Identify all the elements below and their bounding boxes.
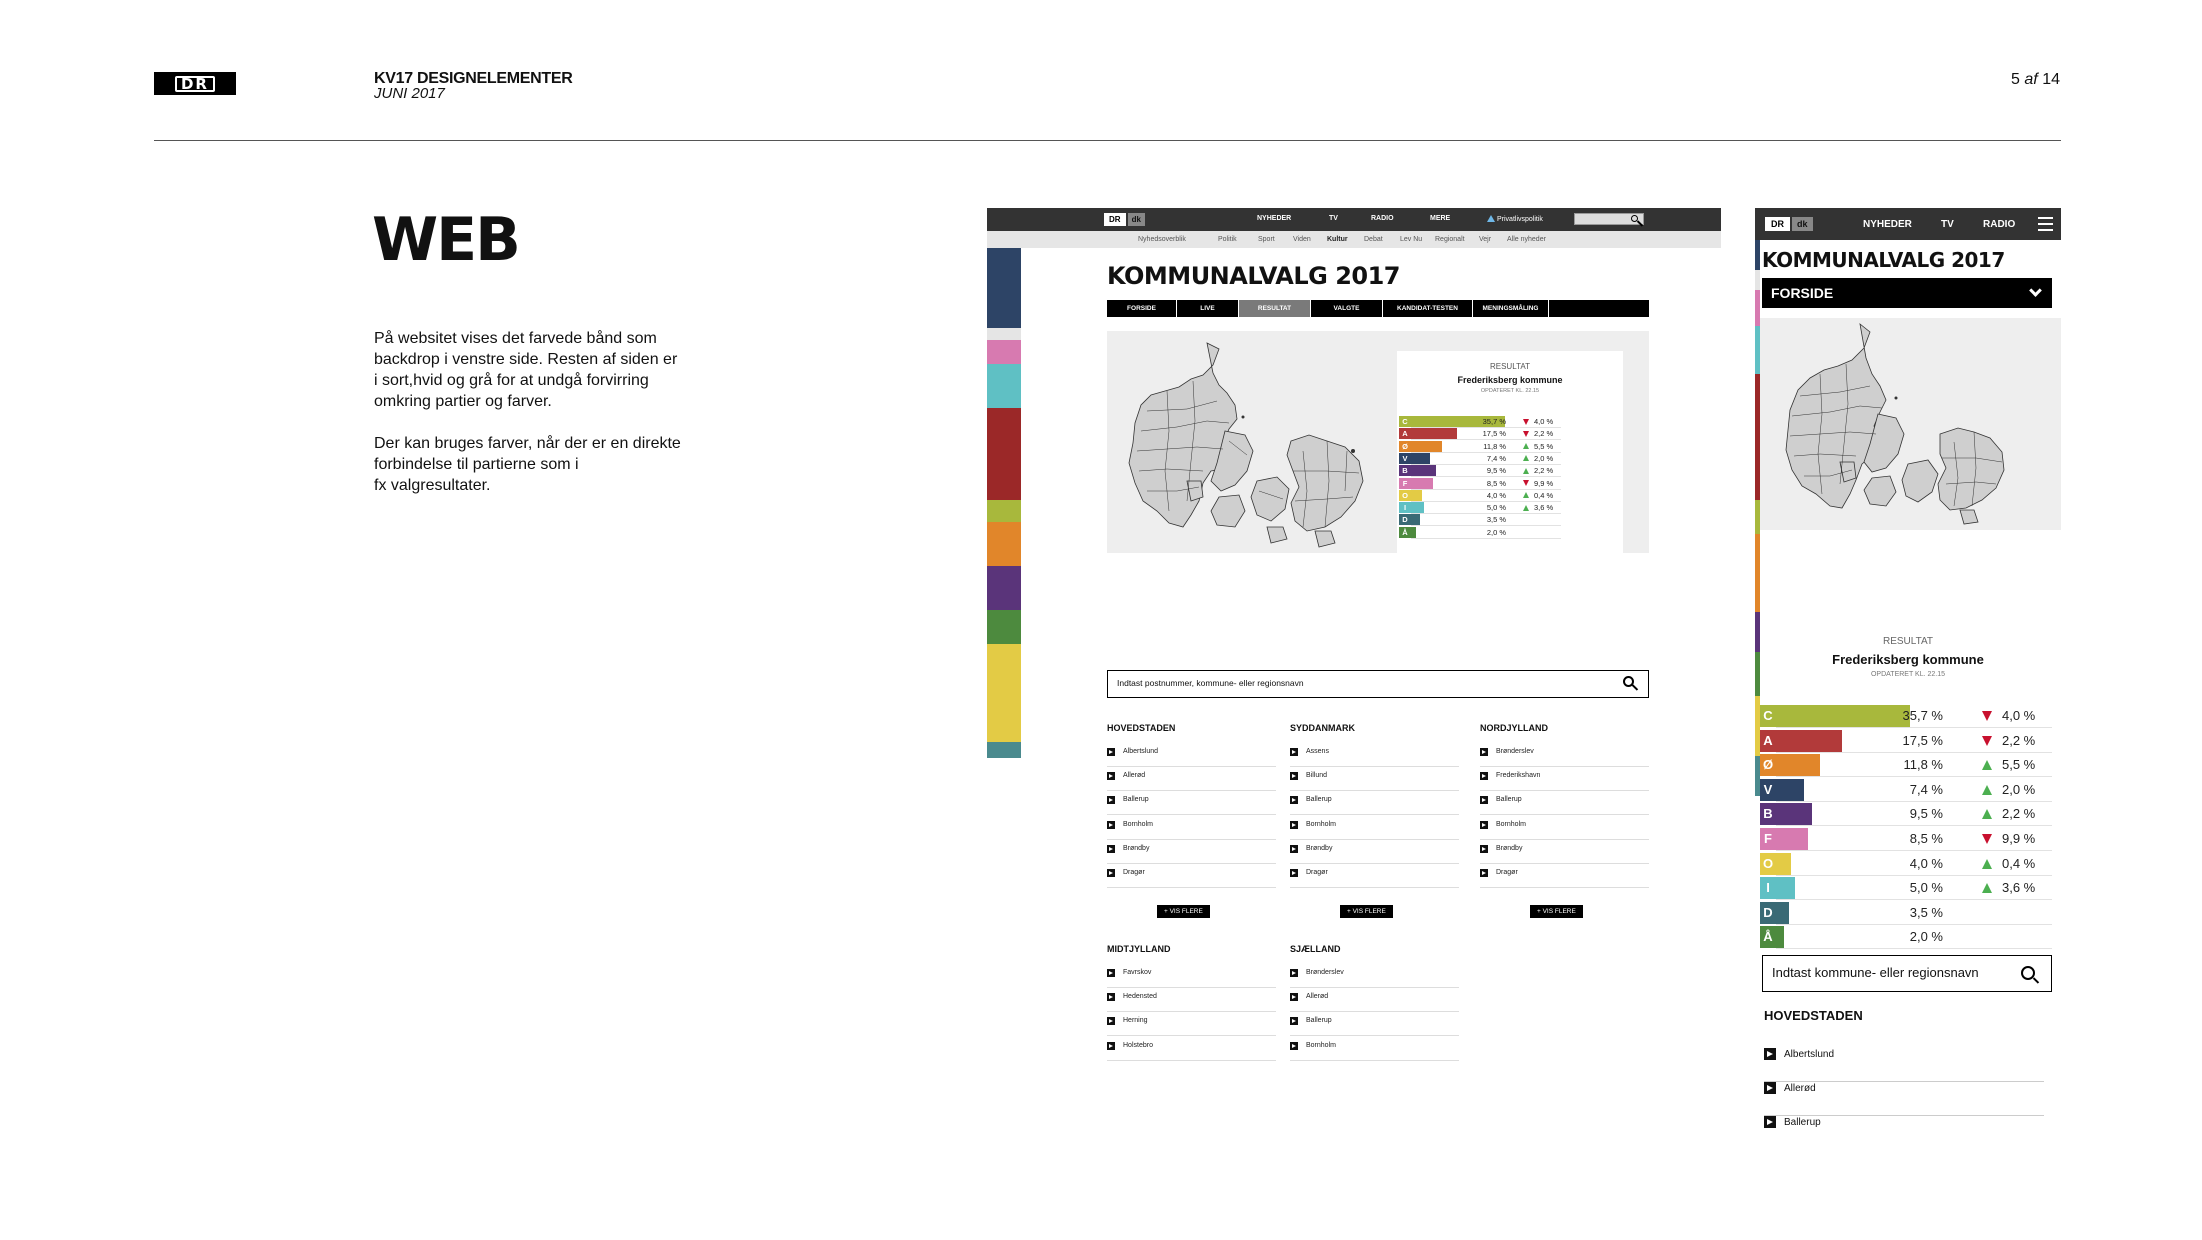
- municipality-item[interactable]: Brøndby: [1480, 842, 1649, 864]
- row-divider: [1776, 899, 2052, 900]
- municipality-item[interactable]: Dragør: [1107, 866, 1276, 888]
- result-bar: [1411, 441, 1442, 452]
- strip-segment: [1755, 240, 1760, 270]
- result-percent: 2,0 %: [1909, 929, 1943, 945]
- arrow-up-icon: [1523, 468, 1529, 474]
- row-divider: [1776, 776, 2052, 777]
- arrow-up-icon: [1523, 443, 1529, 449]
- search-icon: [1631, 215, 1638, 222]
- nav-privacy[interactable]: [1487, 215, 1543, 223]
- region-title: HOVEDSTADEN: [1107, 723, 1176, 733]
- result-percent: 11,8 %: [1483, 441, 1506, 451]
- municipality-item[interactable]: Albertslund: [1107, 745, 1276, 767]
- municipality-item[interactable]: Frederikshavn: [1480, 769, 1649, 791]
- result-bar: [1776, 926, 1784, 948]
- result-bar: [1776, 877, 1795, 899]
- party-letter: C: [1399, 416, 1411, 427]
- result-bar: [1776, 803, 1812, 825]
- result-percent: 4,0 %: [1909, 855, 1943, 871]
- dropdown-value: FORSIDE: [1771, 285, 1834, 301]
- region-title: SYDDANMARK: [1290, 723, 1355, 733]
- strip-segment: [987, 248, 1021, 328]
- subnav-item[interactable]: Viden: [1293, 236, 1311, 243]
- result-change: 2,2 %: [2002, 732, 2036, 748]
- mini-search-input[interactable]: [1574, 213, 1644, 225]
- result-bar: [1411, 514, 1420, 525]
- party-letter: C: [1760, 705, 1776, 727]
- result-percent: 17,5 %: [1902, 732, 1943, 748]
- body-text: [374, 328, 774, 517]
- result-change: 0,4 %: [2002, 855, 2036, 871]
- mobile-mockup: [1755, 208, 2061, 1148]
- municipality-item[interactable]: Dragør: [1480, 866, 1649, 888]
- tab-resultat[interactable]: RESULTAT: [1239, 300, 1311, 317]
- nav-nyheder[interactable]: NYHEDER: [1257, 215, 1292, 222]
- mobile-map-panel: [1760, 318, 2061, 530]
- result-bar: [1776, 730, 1842, 752]
- arrow-up-icon: [1982, 785, 1992, 795]
- party-letter: F: [1760, 828, 1776, 850]
- result-change: 0,4 %: [1534, 490, 1554, 500]
- strip-segment: [987, 500, 1021, 522]
- municipality-item[interactable]: Herning: [1107, 1014, 1276, 1036]
- tab-kandidat-testen[interactable]: KANDIDAT-TESTEN: [1383, 300, 1473, 317]
- municipality-item[interactable]: Brøndby: [1107, 842, 1276, 864]
- result-percent: 9,5 %: [1486, 466, 1506, 476]
- region-title: MIDTJYLLAND: [1107, 944, 1171, 954]
- menu-icon[interactable]: [2038, 217, 2053, 231]
- result-change: 2,2 %: [2002, 806, 2036, 822]
- arrow-up-icon: [1982, 883, 1992, 893]
- party-letter: D: [1399, 514, 1411, 525]
- nav-radio[interactable]: RADIO: [1371, 215, 1394, 222]
- row-divider: [1776, 727, 2052, 728]
- strip-segment: [987, 364, 1021, 408]
- desktop-result-card: [1397, 351, 1623, 584]
- mobile-search-input[interactable]: [1762, 955, 2052, 992]
- arrow-up-icon: [1982, 760, 1992, 770]
- result-bar: [1411, 465, 1436, 476]
- desktop-tabs: [1107, 300, 1649, 317]
- arrow-up-icon: [1523, 505, 1529, 511]
- denmark-map[interactable]: [1107, 331, 1397, 553]
- mobile-page-title: KOMMUNALVALG 2017: [1762, 248, 2005, 272]
- row-divider: [1776, 924, 2052, 925]
- mobile-result-updated: OPDATERET KL. 22.15: [1870, 671, 1946, 678]
- privacy-icon: [1487, 215, 1495, 222]
- result-change: 9,9 %: [1534, 478, 1554, 488]
- municipality-item[interactable]: Hedensted: [1107, 990, 1276, 1012]
- show-more-button[interactable]: + VIS FLERE: [1340, 905, 1393, 918]
- section-title: WEB: [372, 205, 519, 275]
- page-number: [2011, 71, 2060, 89]
- party-letter: O: [1760, 853, 1776, 875]
- arrow-up-icon: [1523, 492, 1529, 498]
- result-bar: [1411, 490, 1422, 501]
- municipality-item[interactable]: Bornholm: [1290, 1039, 1459, 1061]
- result-bar: [1776, 754, 1820, 776]
- party-letter: Ø: [1760, 754, 1776, 776]
- show-more-button[interactable]: + VIS FLERE: [1157, 905, 1210, 918]
- result-bar: [1411, 527, 1416, 538]
- result-change: 5,5 %: [1534, 441, 1554, 451]
- party-letter: V: [1399, 453, 1411, 464]
- region-title: SJÆLLAND: [1290, 944, 1341, 954]
- result-bar: [1411, 502, 1424, 513]
- mobile-result-municipality: Frederiksberg kommune: [1832, 652, 1984, 667]
- arrow-down-icon: [1982, 711, 1992, 721]
- mobile-result-label: RESULTAT: [1882, 636, 1933, 647]
- party-letter: F: [1399, 478, 1411, 489]
- page-total: 14: [2042, 71, 2060, 88]
- result-bar: [1411, 478, 1433, 489]
- row-divider: [1776, 801, 2052, 802]
- desktop-subnav: [987, 231, 1721, 248]
- subnav-item[interactable]: Nyhedsoverblik: [1138, 236, 1186, 243]
- result-label: RESULTAT: [1489, 362, 1530, 371]
- tab-live[interactable]: LIVE: [1177, 300, 1239, 317]
- party-letter: B: [1399, 465, 1411, 476]
- row-divider: [1776, 875, 2052, 876]
- strip-segment: [987, 408, 1021, 500]
- municipality-item[interactable]: Bornholm: [1107, 818, 1276, 840]
- mobile-nav-radio[interactable]: RADIO: [1983, 219, 2016, 230]
- arrow-down-icon: [1523, 419, 1529, 425]
- municipality-item[interactable]: Billund: [1290, 769, 1459, 791]
- nav-mere[interactable]: MERE: [1430, 215, 1451, 222]
- result-percent: 35,7 %: [1482, 417, 1506, 426]
- municipality-item[interactable]: Ballerup: [1290, 793, 1459, 815]
- result-percent: 5,0 %: [1909, 880, 1943, 896]
- site-logo-dk: dk: [1128, 213, 1145, 226]
- result-change: 2,2 %: [1534, 429, 1554, 439]
- search-icon: [2021, 966, 2035, 980]
- row-divider: [1411, 538, 1561, 539]
- doc-date: JUNI 2017: [374, 85, 445, 102]
- desktop-map-panel: [1107, 331, 1649, 553]
- privacy-label: Privatlivspolitik: [1497, 216, 1543, 223]
- mobile-nav-tv[interactable]: TV: [1941, 219, 1954, 230]
- municipality-item[interactable]: Holstebro: [1107, 1039, 1276, 1061]
- result-percent: 4,0 %: [1486, 490, 1506, 500]
- subnav-item[interactable]: Politik: [1218, 236, 1237, 243]
- region-title: NORDJYLLAND: [1480, 723, 1549, 733]
- dr-logo-text: DR: [175, 76, 215, 92]
- municipality-item[interactable]: Allerød: [1290, 990, 1459, 1012]
- result-bar: [1776, 779, 1804, 801]
- mobile-nav-nyheder[interactable]: NYHEDER: [1863, 219, 1912, 230]
- result-percent: 3,5 %: [1486, 515, 1506, 525]
- party-letter: I: [1399, 502, 1411, 513]
- denmark-map[interactable]: [1760, 318, 2061, 530]
- result-percent: 11,8 %: [1903, 757, 1943, 773]
- municipality-item[interactable]: Brønderslev: [1290, 966, 1459, 988]
- subnav-item[interactable]: Sport: [1258, 236, 1275, 243]
- mobile-logo-dr: DR: [1765, 217, 1790, 231]
- mobile-site-logo[interactable]: [1765, 217, 1813, 231]
- row-divider: [1776, 850, 2052, 851]
- subnav-item[interactable]: Regionalt: [1435, 236, 1465, 243]
- nav-tv[interactable]: TV: [1329, 215, 1338, 222]
- result-change: 2,0 %: [2002, 781, 2036, 797]
- mobile-section-dropdown[interactable]: [1762, 278, 2052, 308]
- tab-meningsmaling[interactable]: MENINGSMÅLING: [1473, 300, 1549, 317]
- strip-segment: [987, 566, 1021, 610]
- arrow-up-icon: [1982, 809, 1992, 819]
- result-change: 2,2 %: [1534, 466, 1554, 476]
- desktop-page-title: KOMMUNALVALG 2017: [1107, 262, 1400, 290]
- result-percent: 8,5 %: [1909, 831, 1943, 846]
- show-more-button[interactable]: + VIS FLERE: [1530, 905, 1583, 918]
- desktop-mockup: [987, 208, 1721, 1049]
- search-icon: [1623, 676, 1634, 687]
- municipality-item[interactable]: Brøndby: [1290, 842, 1459, 864]
- site-logo[interactable]: [1104, 213, 1145, 226]
- mobile-municipality-item[interactable]: Albertslund: [1764, 1048, 2044, 1082]
- mobile-search-placeholder: Indtast kommune- eller regionsnavn: [1772, 965, 1979, 980]
- municipality-item[interactable]: Allerød: [1107, 769, 1276, 791]
- subnav-item-active[interactable]: Kultur: [1327, 236, 1348, 243]
- row-divider: [1776, 752, 2052, 753]
- search-placeholder: Indtast postnummer, kommune- eller regionsnavn: [1117, 678, 1304, 688]
- doc-title: KV17 DESIGNELEMENTER: [374, 70, 573, 87]
- municipality-item[interactable]: Ballerup: [1480, 793, 1649, 815]
- tab-valgte[interactable]: VALGTE: [1311, 300, 1383, 317]
- row-divider: [1776, 948, 2052, 949]
- result-bar: [1411, 453, 1430, 464]
- desktop-topbar: [987, 208, 1721, 231]
- result-change: 3,6 %: [1534, 503, 1554, 513]
- strip-segment: [987, 644, 1021, 742]
- result-change: 9,9 %: [2002, 831, 2036, 846]
- dr-logo: [154, 72, 236, 95]
- strip-segment: [1755, 270, 1760, 290]
- party-letter: Å: [1399, 527, 1411, 538]
- party-letter: A: [1760, 730, 1776, 752]
- party-color-strip: [987, 248, 1021, 758]
- result-bar: [1776, 902, 1789, 924]
- mobile-topbar: [1755, 208, 2061, 240]
- result-percent: 35,7 %: [1902, 708, 1943, 723]
- result-bar: [1776, 828, 1808, 850]
- result-municipality: Frederiksberg kommune: [1457, 375, 1563, 385]
- municipality-item[interactable]: Brønderslev: [1480, 745, 1649, 767]
- tab-forside[interactable]: FORSIDE: [1107, 300, 1177, 317]
- body-paragraph: På websitet vises det farvede bånd som backdrop i venstre side. Resten af siden er i sort,hvid og grå for at undgå forvirring omkring partier og farver.: [374, 330, 678, 410]
- party-letter: O: [1399, 490, 1411, 501]
- result-percent: 7,4 %: [1909, 781, 1943, 797]
- page-current: 5: [2011, 71, 2020, 88]
- arrow-down-icon: [1982, 736, 1992, 746]
- party-letter: I: [1760, 877, 1776, 899]
- subnav-item[interactable]: Debat: [1364, 236, 1383, 243]
- result-percent: 2,0 %: [1486, 527, 1506, 537]
- strip-segment: [987, 328, 1021, 340]
- strip-segment: [987, 522, 1021, 566]
- party-letter: Å: [1760, 926, 1776, 948]
- result-percent: 7,4 %: [1486, 453, 1506, 463]
- page-sep: af: [2024, 71, 2038, 88]
- result-bar: [1411, 428, 1457, 439]
- strip-segment: [987, 340, 1021, 364]
- municipality-item[interactable]: Bornholm: [1480, 818, 1649, 840]
- arrow-up-icon: [1523, 455, 1529, 461]
- subnav-item[interactable]: Vejr: [1479, 236, 1492, 243]
- result-change: 3,6 %: [2002, 880, 2036, 896]
- result-updated: OPDATERET KL. 22.15: [1480, 388, 1540, 394]
- municipality-item[interactable]: Ballerup: [1107, 793, 1276, 815]
- mobile-logo-dk: dk: [1792, 217, 1813, 231]
- municipality-item[interactable]: Favrskov: [1107, 966, 1276, 988]
- strip-segment: [987, 610, 1021, 644]
- municipality-item[interactable]: Assens: [1290, 745, 1459, 767]
- row-divider: [1776, 825, 2052, 826]
- desktop-search-input[interactable]: [1107, 670, 1649, 698]
- party-letter: Ø: [1399, 441, 1411, 452]
- header-rule: [154, 140, 2061, 141]
- municipality-item[interactable]: Bornholm: [1290, 818, 1459, 840]
- mobile-region-title: HOVEDSTADEN: [1764, 1008, 1863, 1023]
- party-letter: B: [1760, 803, 1776, 825]
- party-letter: D: [1760, 902, 1776, 924]
- result-percent: 9,5 %: [1909, 806, 1943, 822]
- municipality-item[interactable]: Dragør: [1290, 866, 1459, 888]
- result-percent: 5,0 %: [1486, 503, 1506, 513]
- result-percent: 8,5 %: [1486, 478, 1506, 488]
- mobile-municipality-item[interactable]: Ballerup: [1764, 1116, 2044, 1150]
- strip-segment: [987, 742, 1021, 758]
- arrow-down-icon: [1523, 480, 1529, 486]
- arrow-down-icon: [1982, 834, 1992, 844]
- result-change: 2,0 %: [1534, 453, 1554, 463]
- party-letter: V: [1760, 779, 1776, 801]
- site-logo-dr: DR: [1104, 213, 1126, 226]
- strip-segment: [1755, 534, 1760, 612]
- party-letter: A: [1399, 428, 1411, 439]
- result-percent: 3,5 %: [1909, 904, 1943, 920]
- result-change: 4,0 %: [1534, 417, 1554, 426]
- result-bar: [1776, 853, 1791, 875]
- arrow-down-icon: [1523, 431, 1529, 437]
- result-change: 5,5 %: [2002, 757, 2036, 773]
- result-percent: 17,5 %: [1482, 429, 1506, 439]
- arrow-up-icon: [1982, 859, 1992, 869]
- result-change: 4,0 %: [2002, 708, 2036, 723]
- subnav-item[interactable]: Alle nyheder: [1507, 236, 1546, 243]
- body-paragraph: Der kan bruges farver, når der er en direkte forbindelse til partierne som i fx valgresultater.: [374, 435, 681, 494]
- municipality-item[interactable]: Ballerup: [1290, 1014, 1459, 1036]
- chevron-down-icon: [2029, 284, 2042, 297]
- mobile-municipality-item[interactable]: Allerød: [1764, 1082, 2044, 1116]
- subnav-item[interactable]: Lev Nu: [1400, 236, 1423, 243]
